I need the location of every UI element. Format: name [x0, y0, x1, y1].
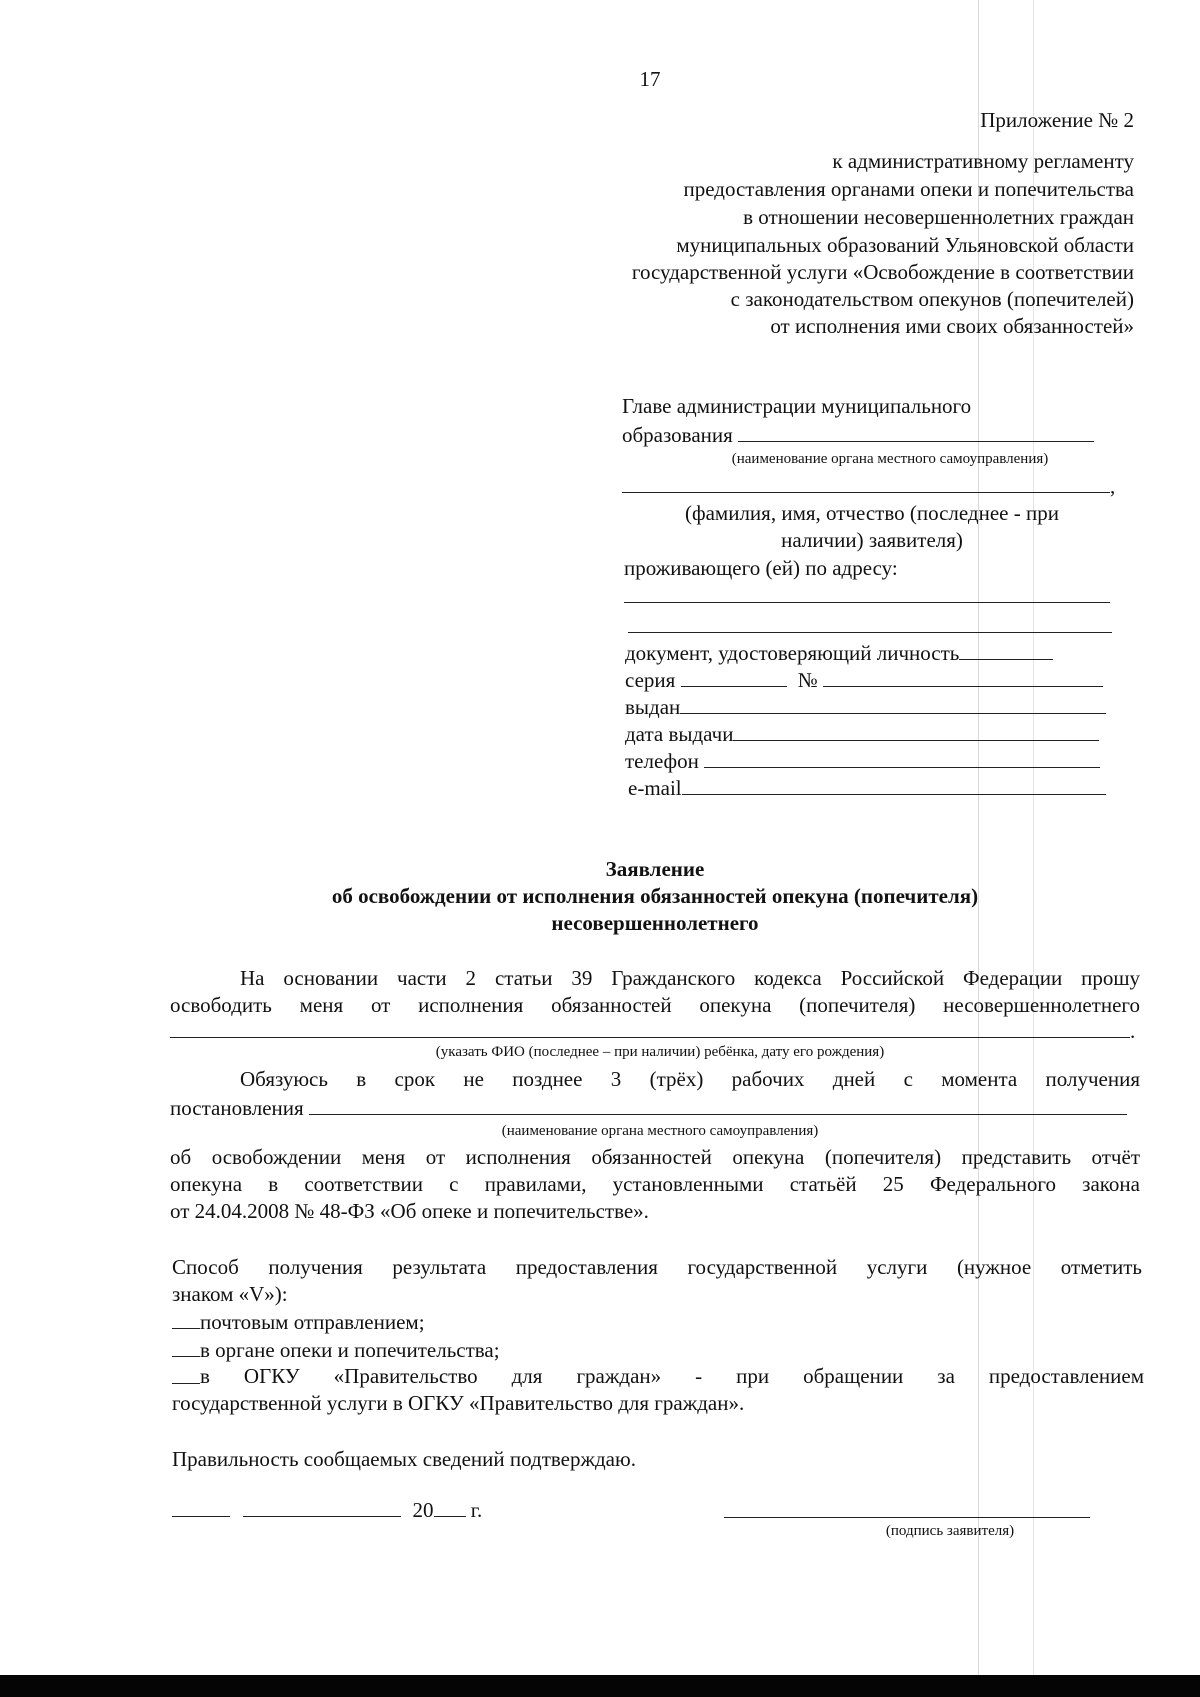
- appendix-line: предоставления органами опеки и попечительства: [683, 177, 1134, 201]
- appendix-line: муниципальных образований Ульяновской области: [676, 233, 1134, 257]
- phone-field[interactable]: [704, 747, 1100, 768]
- issued-field[interactable]: [680, 693, 1106, 714]
- paragraph-text: Обязуюсь в срок не позднее 3 (трёх) рабочих дней с момента получения: [240, 1067, 1140, 1091]
- address-label: проживающего (ей) по адресу:: [624, 556, 898, 580]
- option-checkbox-mail[interactable]: [172, 1308, 200, 1329]
- address-field[interactable]: [624, 582, 1110, 603]
- signature-hint: (подпись заявителя): [885, 1523, 1015, 1539]
- addressee-line: Главе администрации муниципального: [622, 394, 972, 418]
- org-name-field[interactable]: [309, 1094, 1127, 1115]
- issue-date-label: дата выдачи: [625, 722, 734, 746]
- method-text: знаком «V»):: [172, 1282, 288, 1306]
- child-info-field[interactable]: [170, 1017, 1130, 1038]
- date-year-field[interactable]: [434, 1496, 466, 1517]
- appendix-line: от исполнения ими своих обязанностей»: [770, 314, 1134, 338]
- paragraph-text: На основании части 2 статьи 39 Гражданского кодекса Российской Федерации прошу: [240, 966, 1140, 990]
- issued-label: выдан: [625, 695, 681, 719]
- paragraph-text: постановления: [170, 1096, 304, 1120]
- option-checkbox-guardianship[interactable]: [172, 1336, 200, 1357]
- year-suffix: г.: [470, 1498, 483, 1522]
- method-text: Способ получения результата предоставления государственной услуги (нужное отметить: [172, 1255, 1142, 1279]
- date-month-field[interactable]: [243, 1496, 401, 1517]
- option-checkbox-ogku[interactable]: [172, 1363, 200, 1384]
- confirmation-text: Правильность сообщаемых сведений подтверждаю.: [172, 1447, 636, 1471]
- number-label: №: [797, 668, 818, 692]
- paragraph-text: опекуна в соответствии с правилами, установленными статьёй 25 Федерального закона: [170, 1172, 1140, 1196]
- paragraph-text: об освобождении меня от исполнения обязанностей опекуна (попечителя) представить отчёт: [170, 1145, 1140, 1169]
- number-field[interactable]: [823, 666, 1103, 687]
- series-field[interactable]: [681, 666, 787, 687]
- appendix-title: Приложение № 2: [980, 108, 1134, 132]
- document-title: Заявление: [605, 857, 705, 881]
- option-label: в ОГКУ «Правительство для граждан» - при обращении за предоставлением: [200, 1364, 1144, 1388]
- email-label: e-mail: [628, 776, 682, 800]
- email-field[interactable]: [682, 774, 1106, 795]
- id-doc-field[interactable]: [959, 639, 1053, 660]
- document-subtitle: об освобождении от исполнения обязанностей опекуна (попечителя): [331, 884, 979, 908]
- issue-date-field[interactable]: [733, 720, 1099, 741]
- page-number: 17: [639, 67, 661, 91]
- paragraph-text: освободить меня от исполнения обязанностей опекуна (попечителя) несовершеннолетнего: [170, 993, 1140, 1017]
- option-label: государственной услуги в ОГКУ «Правительство для граждан».: [172, 1391, 745, 1415]
- hint-org2: (наименование органа местного самоуправления): [501, 1123, 819, 1139]
- municipality-field[interactable]: [738, 421, 1094, 442]
- appendix-line: к административному регламенту: [832, 149, 1134, 173]
- option-label: в органе опеки и попечительства;: [200, 1338, 500, 1362]
- hint-child: (указать ФИО (последнее – при наличии) ребёнка, дату его рождения): [435, 1044, 885, 1060]
- paragraph-text: от 24.04.2008 № 48-ФЗ «Об опеке и попечительстве».: [170, 1199, 649, 1223]
- appendix-line: государственной услуги «Освобождение в соответствии: [631, 260, 1134, 284]
- document-subtitle: несовершеннолетнего: [551, 911, 759, 935]
- scan-border: [0, 1675, 1200, 1697]
- appendix-line: в отношении несовершеннолетних граждан: [743, 205, 1134, 229]
- hint-fio: (фамилия, имя, отчество (последнее - при: [685, 501, 1059, 525]
- signature-field[interactable]: [724, 1497, 1090, 1518]
- id-doc-label: документ, удостоверяющий личность: [625, 641, 960, 665]
- addressee-label: образования: [622, 423, 733, 447]
- appendix-line: с законодательством опекунов (попечителей): [730, 287, 1134, 311]
- hint-org: (наименование органа местного самоуправления): [731, 451, 1049, 467]
- address-field[interactable]: [628, 612, 1112, 633]
- hint-fio: наличии) заявителя): [781, 528, 963, 552]
- series-label: серия: [625, 668, 676, 692]
- year-prefix: 20: [412, 1498, 434, 1522]
- phone-label: телефон: [625, 749, 699, 773]
- option-label: почтовым отправлением;: [200, 1310, 425, 1334]
- applicant-name-field[interactable]: [622, 472, 1110, 493]
- date-day-field[interactable]: [172, 1496, 230, 1517]
